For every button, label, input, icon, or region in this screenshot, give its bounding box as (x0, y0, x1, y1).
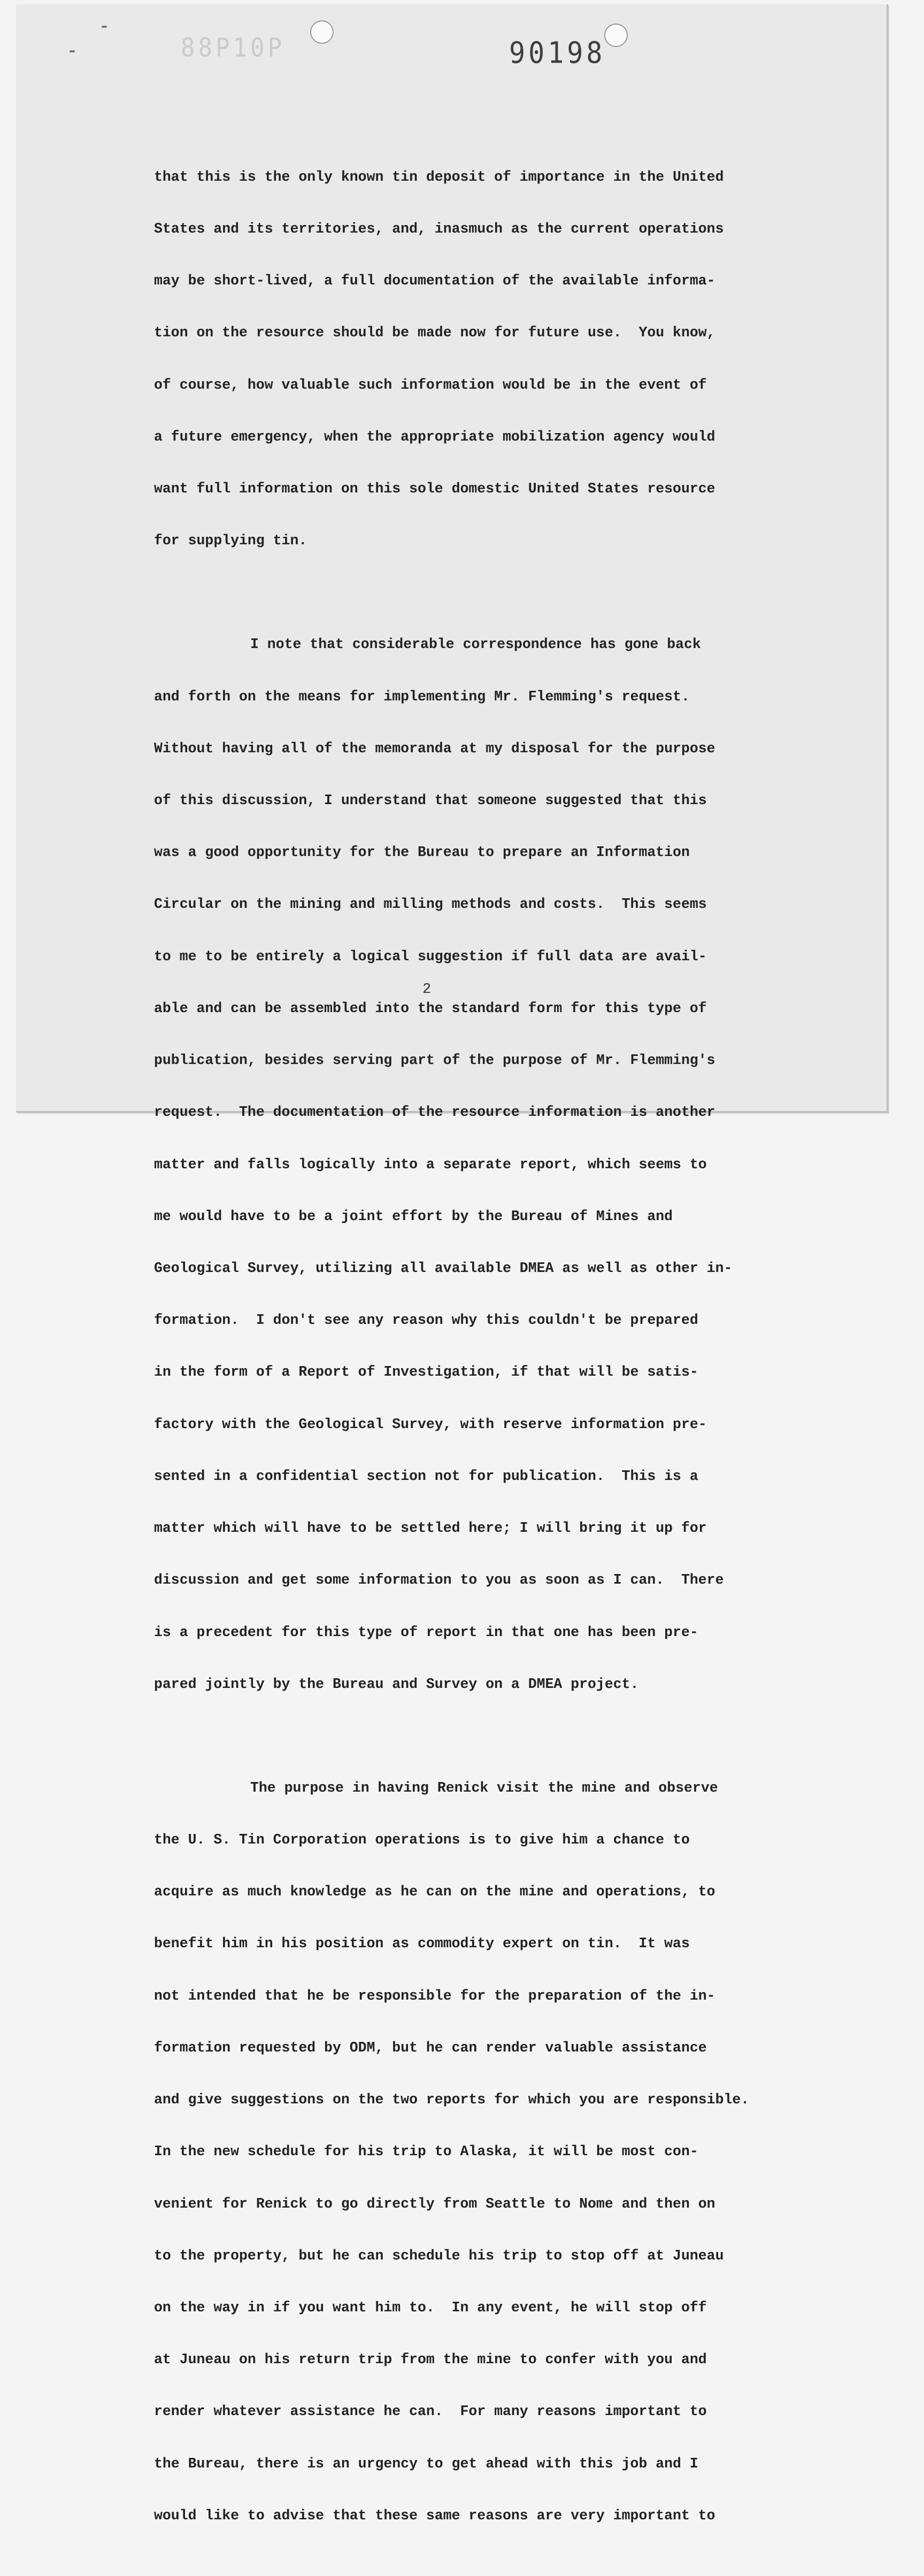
text-line: was a good opportunity for the Bureau to prepare an Information (154, 844, 690, 861)
paragraph-2 (154, 601, 774, 1727)
text-line: Geological Survey, utilizing all available DMEA as well as other in- (154, 1260, 733, 1276)
text-line: Circular on the mining and milling methods and costs. This seems (154, 896, 707, 913)
text-line: sented in a confidential section not for publication. This is a (154, 1468, 698, 1484)
text-line: a future emergency, when the appropriate mobilization agency would (154, 428, 715, 445)
margin-mark (70, 50, 75, 52)
faded-stamp-number: 88P10P (181, 33, 285, 63)
text-line: formation requested by ODM, but he can render valuable assistance (154, 2039, 707, 2056)
text-line: want full information on this sole domestic United States resource (154, 481, 715, 497)
text-line: the Bureau, there is an urgency to get ahead with this job and I (154, 2455, 698, 2472)
document-number-stamp: 90198 (509, 36, 606, 70)
text-line: States and its territories, and, inasmuch as the current operations (154, 221, 724, 237)
text-line: benefit him in his position as commodity expert on tin. It was (154, 1935, 690, 1952)
paragraph-3 (154, 1745, 774, 2559)
text-line: able and can be assembled into the standard form for this type of (154, 1000, 707, 1016)
text-line: and forth on the means for implementing Mr. Flemming's request. (154, 688, 690, 705)
letter-body (154, 134, 774, 2576)
punch-hole-left (310, 20, 334, 44)
punch-hole-right (604, 24, 628, 47)
text-line: matter which will have to be settled here; I will bring it up for (154, 1520, 707, 1537)
text-line: of this discussion, I understand that someone suggested that this (154, 792, 707, 809)
text-line: formation. I don't see any reason why this couldn't be prepared (154, 1312, 698, 1329)
text-line: tion on the resource should be made now for future use. You know, (154, 325, 715, 341)
text-line: venient for Renick to go directly from Seattle to Nome and then on (154, 2195, 715, 2212)
text-line: The purpose in having Renick visit the mine and observe (250, 1779, 718, 1796)
text-line: matter and falls logically into a separate report, which seems to (154, 1156, 707, 1173)
text-line: for supplying tin. (154, 533, 307, 549)
text-line: to me to be entirely a logical suggestion if full data are avail- (154, 948, 707, 965)
text-line: pared jointly by the Bureau and Survey on a DMEA project. (154, 1676, 639, 1692)
text-line: request. The documentation of the resource information is another (154, 1104, 715, 1121)
text-line: in the form of a Report of Investigation, if that will be satis- (154, 1364, 698, 1380)
text-line: at Juneau on his return trip from the mine to confer with you and (154, 2351, 707, 2368)
margin-mark (102, 26, 107, 28)
page-number: 2 (422, 982, 432, 998)
text-line: to the property, but he can schedule his trip to stop off at Juneau (154, 2247, 724, 2264)
text-line: publication, besides serving part of the purpose of Mr. Flemming's (154, 1052, 715, 1069)
text-line: of course, how valuable such information would be in the event of (154, 376, 707, 393)
text-line: on the way in if you want him to. In any event, he will stop off (154, 2299, 707, 2316)
text-line: the U. S. Tin Corporation operations is to give him a chance to (154, 1832, 690, 1848)
text-line: me would have to be a joint effort by the Bureau of Mines and (154, 1208, 673, 1224)
text-line: not intended that he be responsible for the preparation of the in- (154, 1987, 715, 2004)
text-line: In the new schedule for his trip to Alaska, it will be most con- (154, 2143, 698, 2160)
text-line: would like to advise that these same reasons are very important to (154, 2507, 715, 2524)
text-line: I note that considerable correspondence has gone back (250, 636, 701, 653)
text-line: that this is the only known tin deposit of importance in the United (154, 168, 724, 185)
text-line: render whatever assistance he can. For many reasons important to (154, 2403, 707, 2420)
paragraph-1 (154, 134, 774, 584)
text-line: and give suggestions on the two reports for which you are responsible. (154, 2092, 750, 2108)
text-line: Without having all of the memoranda at my disposal for the purpose (154, 740, 715, 757)
text-line: is a precedent for this type of report in that one has been pre- (154, 1624, 698, 1640)
text-line: factory with the Geological Survey, with reserve information pre- (154, 1416, 707, 1432)
text-line: acquire as much knowledge as he can on the mine and operations, to (154, 1884, 715, 1900)
text-line: may be short-lived, a full documentation of the available informa- (154, 273, 715, 289)
text-line: discussion and get some information to you as soon as I can. There (154, 1572, 724, 1588)
